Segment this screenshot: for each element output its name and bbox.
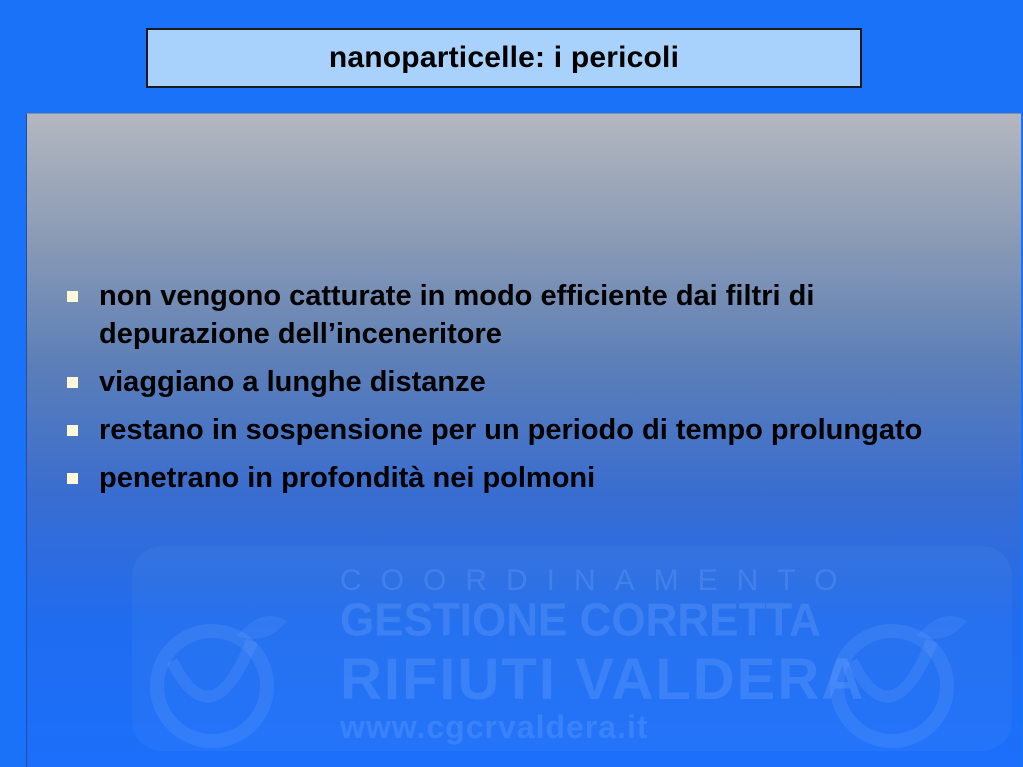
bullet-item (67, 411, 947, 449)
watermark-line-coordinamento: COORDINAMENTO (340, 564, 857, 597)
content-panel (26, 113, 1021, 767)
square-bullet-icon (67, 377, 78, 388)
watermark-line-gestione: GESTIONE CORRETTA (340, 594, 821, 647)
leaf-circle-icon (822, 601, 972, 751)
bullet-text: restano in sospensione per un periodo di tempo prolungato (99, 414, 923, 446)
bullet-text: non vengono catturate in modo efficiente dai filtri di depurazione dell’inceneritore (99, 280, 815, 350)
bullet-list (67, 277, 947, 507)
watermark-line-rifiuti: RIFIUTI VALDERA (340, 647, 866, 712)
title-box (146, 28, 862, 88)
bullet-text: viaggiano a lunghe distanze (99, 366, 486, 398)
watermark-url: www.cgcrvaldera.it (340, 709, 649, 745)
bullet-text: penetrano in profondità nei polmoni (99, 462, 596, 494)
bullet-item (67, 363, 947, 401)
square-bullet-icon (67, 473, 78, 484)
bullet-item (67, 277, 947, 353)
square-bullet-icon (67, 425, 78, 436)
square-bullet-icon (67, 291, 78, 302)
bullet-item (67, 459, 947, 497)
watermark (132, 546, 1012, 751)
slide-title: nanoparticelle: i pericoli (328, 41, 680, 74)
leaf-circle-icon (142, 601, 292, 751)
